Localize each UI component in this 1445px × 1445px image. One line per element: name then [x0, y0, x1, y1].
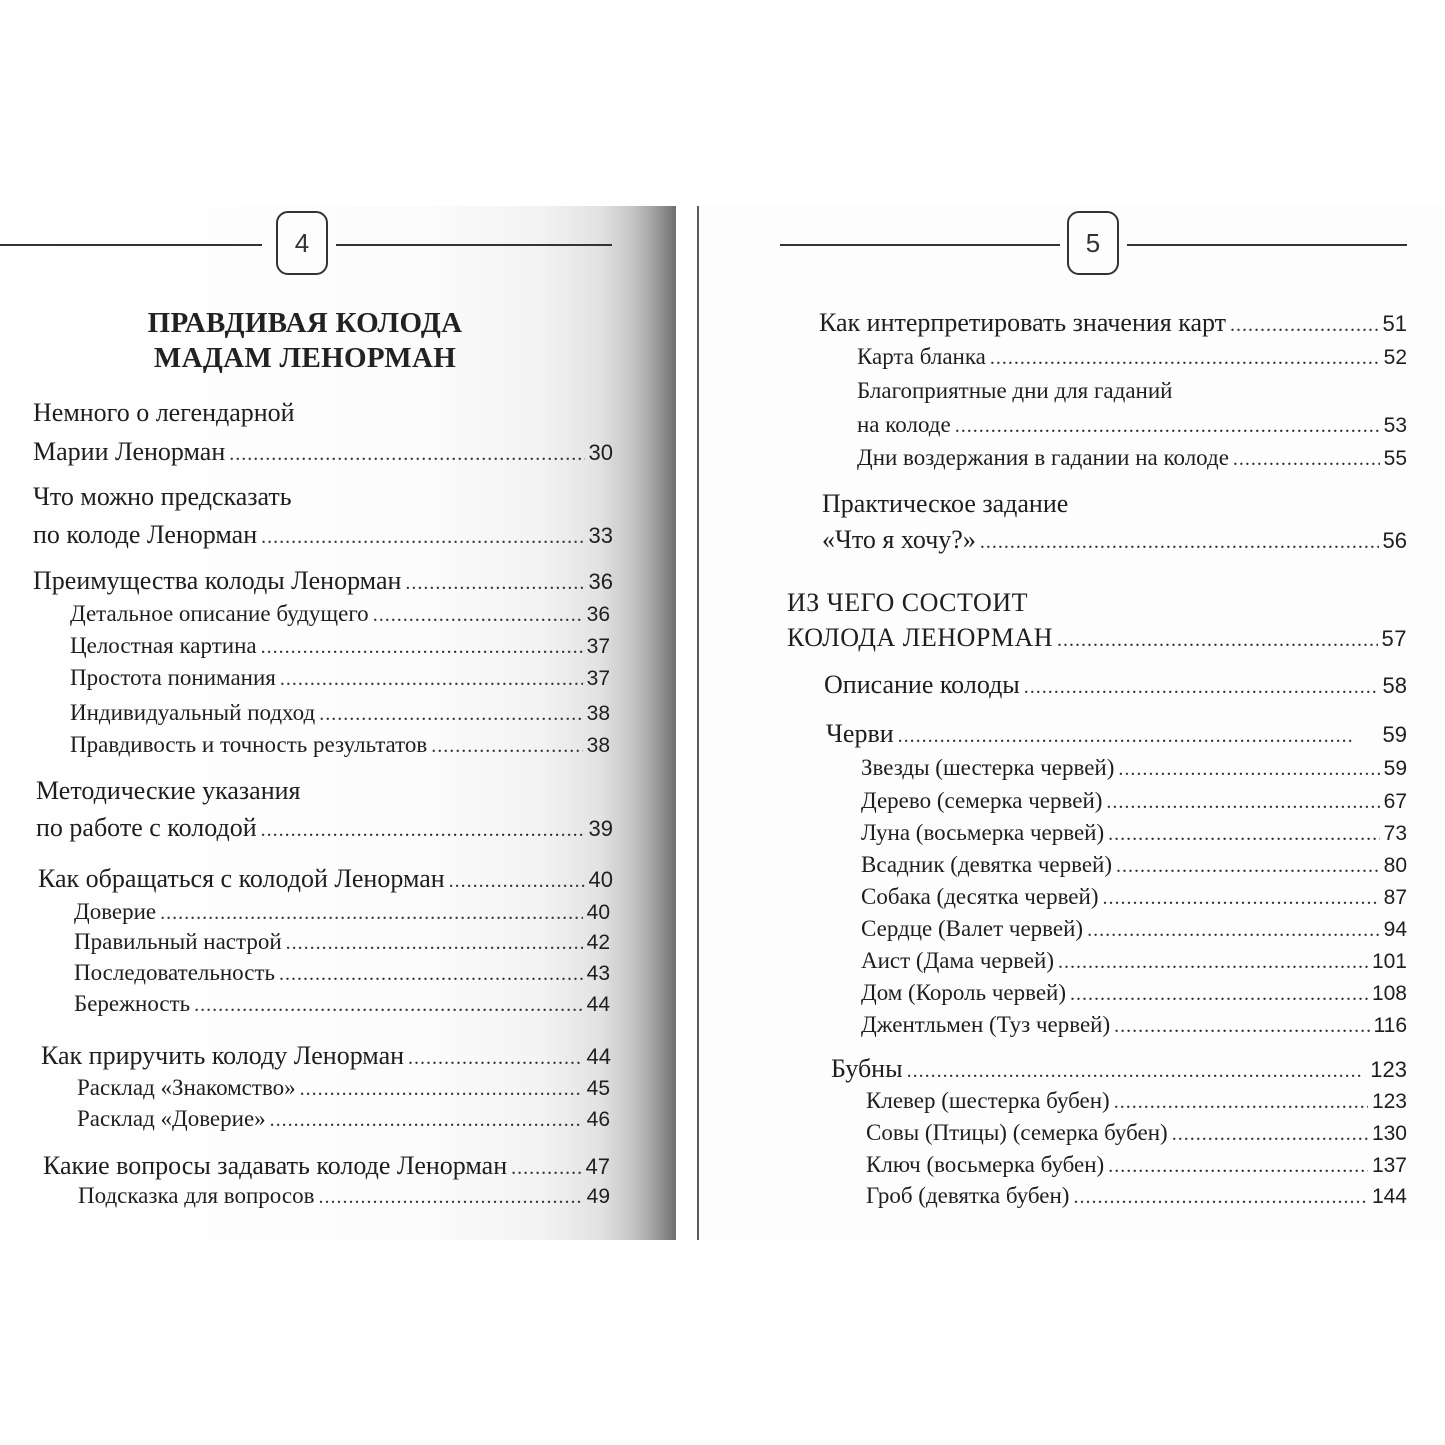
toc-page-number: 36 — [588, 569, 613, 594]
toc-subentry[interactable] — [70, 630, 610, 663]
toc-entry-label: Подсказка для вопросов — [78, 1183, 315, 1208]
leader-dots — [373, 600, 583, 631]
toc-entry[interactable] — [824, 668, 1407, 704]
toc-subentry[interactable] — [78, 1180, 610, 1213]
toc-subentry[interactable] — [74, 957, 610, 990]
toc-entry-label: Дни воздержания в гадании на колоде — [857, 445, 1229, 470]
toc-page-number: 44 — [586, 1044, 611, 1069]
toc-subentry[interactable] — [74, 896, 610, 929]
toc-page-number: 123 — [1370, 1057, 1407, 1082]
leader-dots — [1106, 787, 1379, 818]
leader-dots — [270, 1105, 583, 1136]
leader-dots — [955, 411, 1380, 442]
toc-entry[interactable] — [36, 811, 613, 847]
page-number-left: 4 — [276, 211, 328, 275]
leader-dots — [1114, 1087, 1368, 1118]
toc-entry[interactable] — [826, 717, 1407, 753]
header-rule-right — [1127, 244, 1407, 246]
toc-subentry[interactable] — [866, 1117, 1407, 1150]
toc-subentry[interactable] — [70, 598, 610, 631]
toc-entry-label: Аист (Дама червей) — [861, 948, 1055, 973]
toc-page-number: 33 — [588, 523, 613, 548]
toc-entry-label: Луна (восьмерка червей) — [861, 820, 1105, 845]
toc-page-number: 67 — [1383, 790, 1407, 813]
leader-dots — [449, 864, 585, 898]
toc-entry-label: Черви — [826, 719, 894, 748]
toc-subentry[interactable] — [861, 785, 1407, 818]
toc-entry[interactable] — [33, 518, 613, 554]
toc-page-number: 87 — [1383, 886, 1407, 909]
toc-entry-label: Преимущества колоды Ленорман — [33, 566, 402, 595]
leader-dots — [431, 731, 582, 762]
leader-dots — [1057, 623, 1378, 657]
toc-entry-label: Доверие — [74, 899, 157, 924]
toc-entry-line: Немного о легендарной — [33, 398, 295, 427]
header-rule-right — [336, 244, 612, 246]
toc-entry-label: Сердце (Валет червей) — [861, 916, 1084, 941]
toc-entry-label: Как приручить колоду Ленорман — [41, 1041, 405, 1070]
toc-subentry[interactable] — [861, 817, 1407, 850]
toc-entry[interactable] — [831, 1052, 1407, 1088]
leader-dots — [261, 813, 585, 847]
toc-page-number: 80 — [1383, 854, 1407, 877]
toc-page-number: 57 — [1381, 626, 1407, 651]
toc-page-number: 49 — [586, 1185, 610, 1208]
leader-dots — [1118, 754, 1379, 785]
toc-page-number: 116 — [1373, 1014, 1407, 1037]
toc-entry-label: Карта бланка — [857, 344, 986, 369]
toc-page-number: 36 — [586, 603, 610, 626]
header-rule-left — [0, 244, 262, 246]
book-title-line-1: ПРАВДИВАЯ КОЛОДА — [147, 307, 463, 339]
toc-page-number: 73 — [1383, 822, 1407, 845]
leader-dots — [318, 1182, 582, 1213]
section-heading-line: ИЗ ЧЕГО СОСТОИТ — [787, 588, 1028, 617]
toc-subentry[interactable] — [861, 849, 1407, 882]
toc-entry[interactable] — [819, 306, 1407, 342]
toc-entry-line: Что можно предсказать — [33, 482, 292, 511]
leader-dots — [1114, 1011, 1369, 1042]
toc-page-number: 59 — [1382, 722, 1407, 747]
toc-subentry[interactable] — [70, 729, 610, 762]
toc-page-number: 59 — [1383, 757, 1407, 780]
toc-page-number: 30 — [588, 440, 613, 465]
toc-page-number: 101 — [1371, 950, 1407, 973]
toc-page-number: 137 — [1371, 1154, 1407, 1177]
toc-page-number: 55 — [1383, 447, 1407, 470]
toc-entry[interactable] — [822, 523, 1407, 559]
toc-page-number: 38 — [586, 702, 610, 725]
leader-dots — [1233, 444, 1380, 475]
leader-dots — [990, 343, 1380, 374]
leader-dots — [1172, 1119, 1368, 1150]
leader-dots — [1024, 670, 1379, 704]
toc-subentry[interactable] — [74, 926, 610, 959]
toc-subentry[interactable] — [77, 1103, 610, 1136]
toc-entry-label: Совы (Птицы) (семерка бубен) — [866, 1120, 1168, 1145]
toc-page-number: 37 — [586, 635, 610, 658]
toc-subentry[interactable] — [77, 1072, 610, 1105]
toc-entry-label: Описание колоды — [824, 670, 1020, 699]
leader-dots — [898, 719, 1379, 753]
leader-dots — [319, 699, 582, 730]
toc-subentry[interactable] — [861, 945, 1407, 978]
leader-dots — [1058, 947, 1368, 978]
toc-page-number: 42 — [586, 931, 610, 954]
toc-entry-label: Звезды (шестерка червей) — [861, 755, 1115, 780]
toc-page-number: 144 — [1371, 1185, 1407, 1208]
toc-entry-label: Джентльмен (Туз червей) — [861, 1012, 1111, 1037]
toc-entry-label: на колоде — [857, 412, 951, 437]
toc-entry-label: Собака (десятка червей) — [861, 884, 1099, 909]
toc-entry-label: Расклад «Знакомство» — [77, 1075, 296, 1100]
toc-subentry[interactable] — [857, 341, 1407, 374]
leader-dots — [1108, 819, 1379, 850]
toc-entry-label: Дом (Король червей) — [861, 980, 1067, 1005]
leader-dots — [1102, 883, 1379, 914]
toc-entry-label: Бережность — [74, 991, 191, 1016]
book-title-line-2: МАДАМ ЛЕНОРМАН — [153, 342, 457, 374]
leader-dots — [261, 632, 583, 663]
toc-entry-label: Как обращаться с колодой Ленорман — [38, 864, 445, 893]
toc-entry-label: Целостная картина — [70, 633, 257, 658]
leader-dots — [160, 898, 583, 929]
toc-page-number: 94 — [1383, 918, 1407, 941]
toc-entry[interactable] — [33, 564, 613, 600]
header-rule-left — [780, 244, 1060, 246]
toc-entry[interactable] — [38, 862, 613, 898]
leader-dots — [229, 437, 584, 471]
toc-entry-label: КОЛОДА ЛЕНОРМАН — [787, 623, 1054, 652]
leader-dots — [286, 928, 583, 959]
leader-dots — [980, 525, 1379, 559]
toc-page-number: 46 — [586, 1108, 610, 1131]
toc-page-number: 51 — [1382, 311, 1407, 336]
toc-page-number: 123 — [1371, 1090, 1407, 1113]
toc-entry-label: Индивидуальный подход — [70, 700, 316, 725]
toc-entry-label: Как интерпретировать значения карт — [819, 308, 1227, 337]
toc-entry-label: Клевер (шестерка бубен) — [866, 1088, 1110, 1113]
leader-dots — [1108, 1151, 1368, 1182]
toc-page-number: 52 — [1383, 346, 1407, 369]
toc-page-number: 43 — [586, 962, 610, 985]
toc-entry-label: Бубны — [831, 1054, 903, 1083]
toc-entry-label: «Что я хочу?» — [822, 525, 976, 554]
leader-dots — [405, 566, 584, 600]
toc-entry[interactable] — [33, 435, 613, 471]
toc-subentry[interactable] — [70, 697, 610, 730]
toc-subentry[interactable] — [861, 1009, 1407, 1042]
toc-entry[interactable] — [41, 1039, 611, 1075]
toc-page-number: 58 — [1382, 673, 1407, 698]
toc-entry-label: Марии Ленорман — [33, 437, 226, 466]
leader-dots — [1070, 979, 1368, 1010]
toc-entry-line: Практическое задание — [822, 489, 1069, 518]
toc-entry-label: Последовательность — [74, 960, 276, 985]
toc-entry-label: Ключ (восьмерка бубен) — [866, 1152, 1105, 1177]
toc-subentry[interactable] — [861, 752, 1407, 785]
toc-subentry[interactable] — [74, 988, 610, 1021]
toc-entry-label: Детальное описание будущего — [70, 601, 369, 626]
section-heading-entry[interactable] — [787, 621, 1407, 657]
toc-entry-line: Методические указания — [36, 776, 301, 805]
leader-dots — [300, 1074, 583, 1105]
toc-entry-label: Какие вопросы задавать колоде Ленорман — [43, 1151, 508, 1180]
leader-dots — [907, 1054, 1367, 1088]
toc-page-number: 47 — [585, 1154, 610, 1179]
leader-dots — [194, 990, 582, 1021]
toc-entry-label: Правильный настрой — [74, 929, 282, 954]
page-number-right: 5 — [1067, 211, 1119, 275]
toc-page-number: 40 — [588, 867, 613, 892]
toc-entry-label: Дерево (семерка червей) — [861, 788, 1103, 813]
toc-page-number: 130 — [1371, 1122, 1407, 1145]
toc-subentry[interactable] — [861, 881, 1407, 914]
leader-dots — [1073, 1182, 1368, 1213]
toc-entry-label: Гроб (девятка бубен) — [866, 1183, 1070, 1208]
leader-dots — [1087, 915, 1380, 946]
toc-page-number: 38 — [586, 734, 610, 757]
leader-dots — [408, 1041, 582, 1075]
toc-entry-label: Всадник (девятка червей) — [861, 852, 1113, 877]
toc-subentry[interactable] — [861, 913, 1407, 946]
leader-dots — [279, 959, 583, 990]
toc-subentry[interactable] — [866, 1149, 1407, 1182]
toc-page-number: 45 — [586, 1077, 610, 1100]
toc-page-number: 108 — [1371, 982, 1407, 1005]
toc-entry-label: по работе с колодой — [36, 813, 257, 842]
leader-dots — [261, 520, 584, 554]
toc-entry-label: Правдивость и точность результатов — [70, 732, 428, 757]
toc-entry-label: Простота понимания — [70, 665, 276, 690]
toc-entry-line: Благоприятные дни для гаданий — [857, 378, 1173, 403]
toc-page-number: 39 — [588, 816, 613, 841]
toc-entry-label: по колоде Ленорман — [33, 520, 258, 549]
toc-page-number: 53 — [1383, 414, 1407, 437]
toc-subentry[interactable] — [857, 442, 1407, 475]
toc-page-number: 37 — [586, 667, 610, 690]
toc-page-number: 40 — [586, 901, 610, 924]
toc-subentry[interactable] — [866, 1180, 1407, 1213]
toc-subentry[interactable] — [70, 662, 610, 695]
toc-page-number: 56 — [1382, 528, 1407, 553]
toc-subentry[interactable] — [866, 1085, 1407, 1118]
toc-subentry[interactable] — [861, 977, 1407, 1010]
leader-dots — [1230, 308, 1378, 342]
toc-entry-label: Расклад «Доверие» — [77, 1106, 266, 1131]
toc-subentry[interactable] — [857, 409, 1407, 442]
leader-dots — [1116, 851, 1380, 882]
leader-dots — [280, 664, 583, 695]
toc-page-number: 44 — [586, 993, 610, 1016]
